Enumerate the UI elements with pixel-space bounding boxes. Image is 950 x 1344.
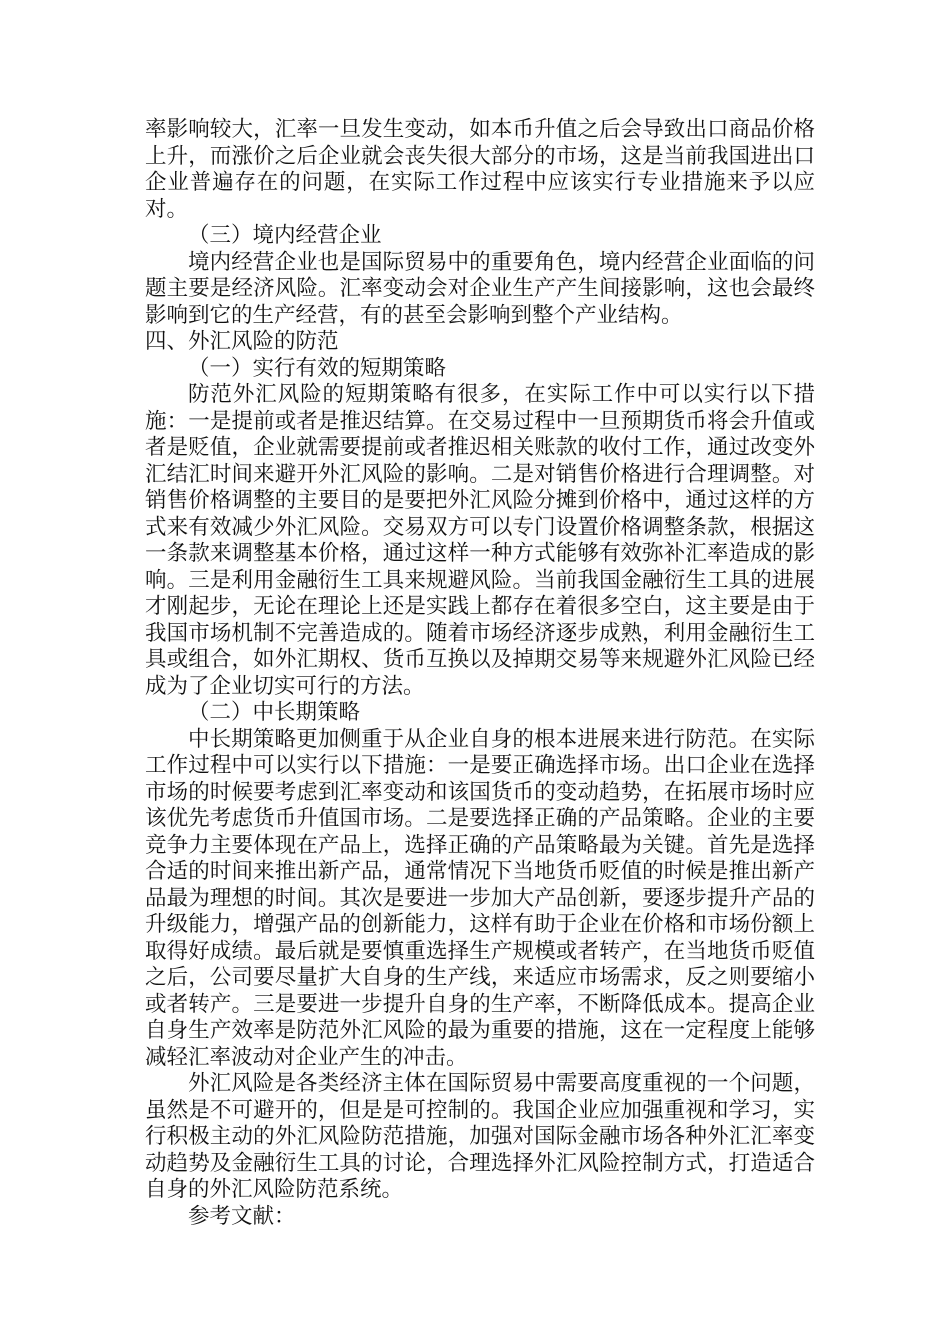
paragraph-short-term-strategy: 防范外汇风险的短期策略有很多，在实际工作中可以实行以下措施：一是提前或者是推迟结算。在交易过程中一旦预期货币将会升值或者是贬值，企业就需要提前或者推迟相关账款的收付工作，通过改变外汇结汇时间来避开外汇风险的影响。二是对销售价格进行合理调整。对销售价格调整的主要目的是要把外汇风险分摊到价格中，通过这样的方式来有效减少外汇风险。交易双方可以专门设置价格调整条款，根据这一条款来调整基本价格，通过这样一种方式能够有效弥补汇率造成的影响。三是利用金融衍生工具来规避风险。当前我国金融衍生工具的进展才刚起步，无论在理论上还是实践上都存在着很多空白，这主要是由于我国市场机制不完善造成的。随着市场经济逐步成熟，利用金融衍生工具或组合，如外汇期权、货币互换以及掉期交易等来规避外汇风险已经成为了企业切实可行的方法。 [145,382,815,699]
section-heading-4-2: （二）中长期策略 [188,700,361,725]
section-heading-4-1: （一）实行有效的短期策略 [188,355,447,381]
document-page [145,117,815,1230]
chapter-heading-4: 四、外汇风险的防范 [145,329,339,354]
paragraph-continuation: 率影响较大，汇率一旦发生变动，如本币升值之后会导致出口商品价格上升，而涨价之后企业就会丧失很大部分的市场，这是当前我国进出口企业普遍存在的问题，在实际工作过程中应该实行专业措施来予以应对。 [145,117,815,222]
paragraph-conclusion: 外汇风险是各类经济主体在国际贸易中需要高度重视的一个问题，虽然是不可避开的，但是是可控制的。我国企业应加强重视和学习，实行积极主动的外汇风险防范措施，加强对国际金融市场各种外汇汇率变动趋势及金融衍生工具的讨论，合理选择外汇风险控制方式，打造适合自身的外汇风险防范系统。 [145,1071,815,1202]
paragraph-domestic-enterprises: 境内经营企业也是国际贸易中的重要角色，境内经营企业面临的问题主要是经济风险。汇率变动会对企业生产产生间接影响，这也会最终影响到它的生产经营，有的甚至会影响到整个产业结构。 [145,249,815,328]
paragraph-long-term-strategy: 中长期策略更加侧重于从企业自身的根本进展来进行防范。在实际工作过程中可以实行以下措施：一是要正确选择市场。出口企业在选择市场的时候要考虑到汇率变动和该国货币的变动趋势，在拓展市场时应该优先考虑货币升值国市场。二是要选择正确的产品策略。企业的主要竞争力主要体现在产品上，选择正确的产品策略最为关键。首先是选择合适的时间来推出新产品，通常情况下当地货币贬值的时候是推出新产品最为理想的时间。其次是要进一步加大产品创新，要逐步提升产品的升级能力，增强产品的创新能力，这样有助于企业在价格和市场份额上取得好成绩。最后就是要慎重选择生产规模或者转产，在当地货币贬值之后，公司要尽量扩大自身的生产线，来适应市场需求，反之则要缩小或者转产。三是要进一步提升自身的生产率，不断降低成本。提高企业自身生产效率是防范外汇风险的最为重要的措施，这在一定程度上能够减轻汇率波动对企业产生的冲击。 [145,726,815,1070]
references-heading: 参考文献： [188,1203,296,1229]
section-heading-3: （三）境内经营企业 [188,223,382,248]
